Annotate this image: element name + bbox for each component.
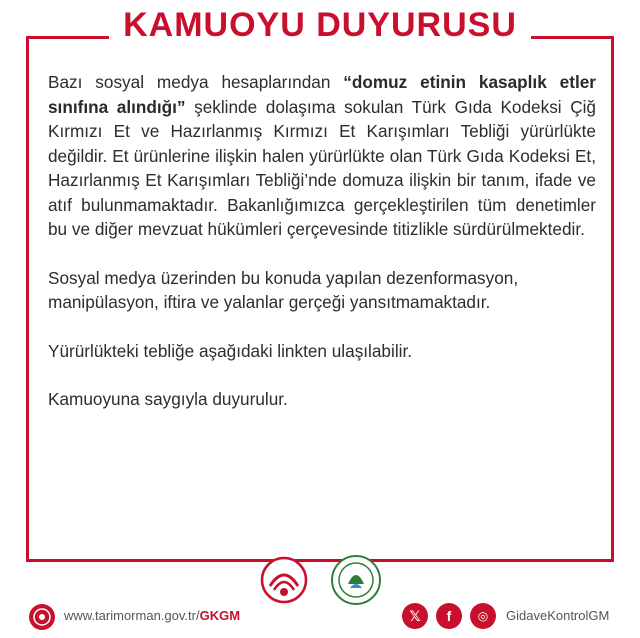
institution-logos xyxy=(0,548,640,608)
social-handle: GidaveKontrolGM xyxy=(506,608,610,623)
general-directorate-logo-icon xyxy=(330,554,382,606)
paragraph-1: Bazı sosyal medya hesaplarından “domuz etinin kasaplık etler sınıfına alındığı” şeklinde dolaşıma sokulan Türk Gıda Kodeksi Çiğ Kırmızı Et ve Hazırlanmış Kırmızı Et Karışımları Tebliği yürürlükte değildir. Et ürünlerine ilişkin halen yürürlükte olan Türk Gıda Kodeksi Et, Hazırlanmış Et Karışımları Tebliği’nde domuza ilişkin bir tanım, ifade ve atıf bulunmamaktadır. Bakanlığımızca gerçekleştirilen tüm denetimler bu ve diğer mevzuat hükümleri çerçevesinde titizlikle sürdürülmektedir. xyxy=(48,72,596,239)
quoted-claim: “domuz etinin kasaplık etler sınıfına alındığı” xyxy=(48,72,596,117)
announcement-body xyxy=(48,70,596,436)
paragraph-4: Kamuoyuna saygıyla duyurulur. xyxy=(48,389,288,409)
instagram-icon[interactable]: ◎ xyxy=(470,603,496,629)
paragraph-2: Sosyal medya üzerinden bu konuda yapılan dezenformasyon, manipülasyon, iftira ve yalanlar gerçeği yansıtmamaktadır. xyxy=(48,267,519,312)
website-link[interactable]: www.tarimorman.gov.tr/GKGM xyxy=(64,608,241,623)
page-title: KAMUOYU DUYURUSU xyxy=(0,6,640,45)
footer-bar xyxy=(0,600,640,634)
x-twitter-icon[interactable]: 𝕏 xyxy=(402,603,428,629)
ministry-emblem-icon xyxy=(260,556,308,604)
facebook-icon[interactable]: f xyxy=(436,603,462,629)
paragraph-3: Yürürlükteki tebliğe aşağıdaki linkten ulaşılabilir. xyxy=(48,340,412,361)
ministry-seal-icon xyxy=(28,603,56,631)
